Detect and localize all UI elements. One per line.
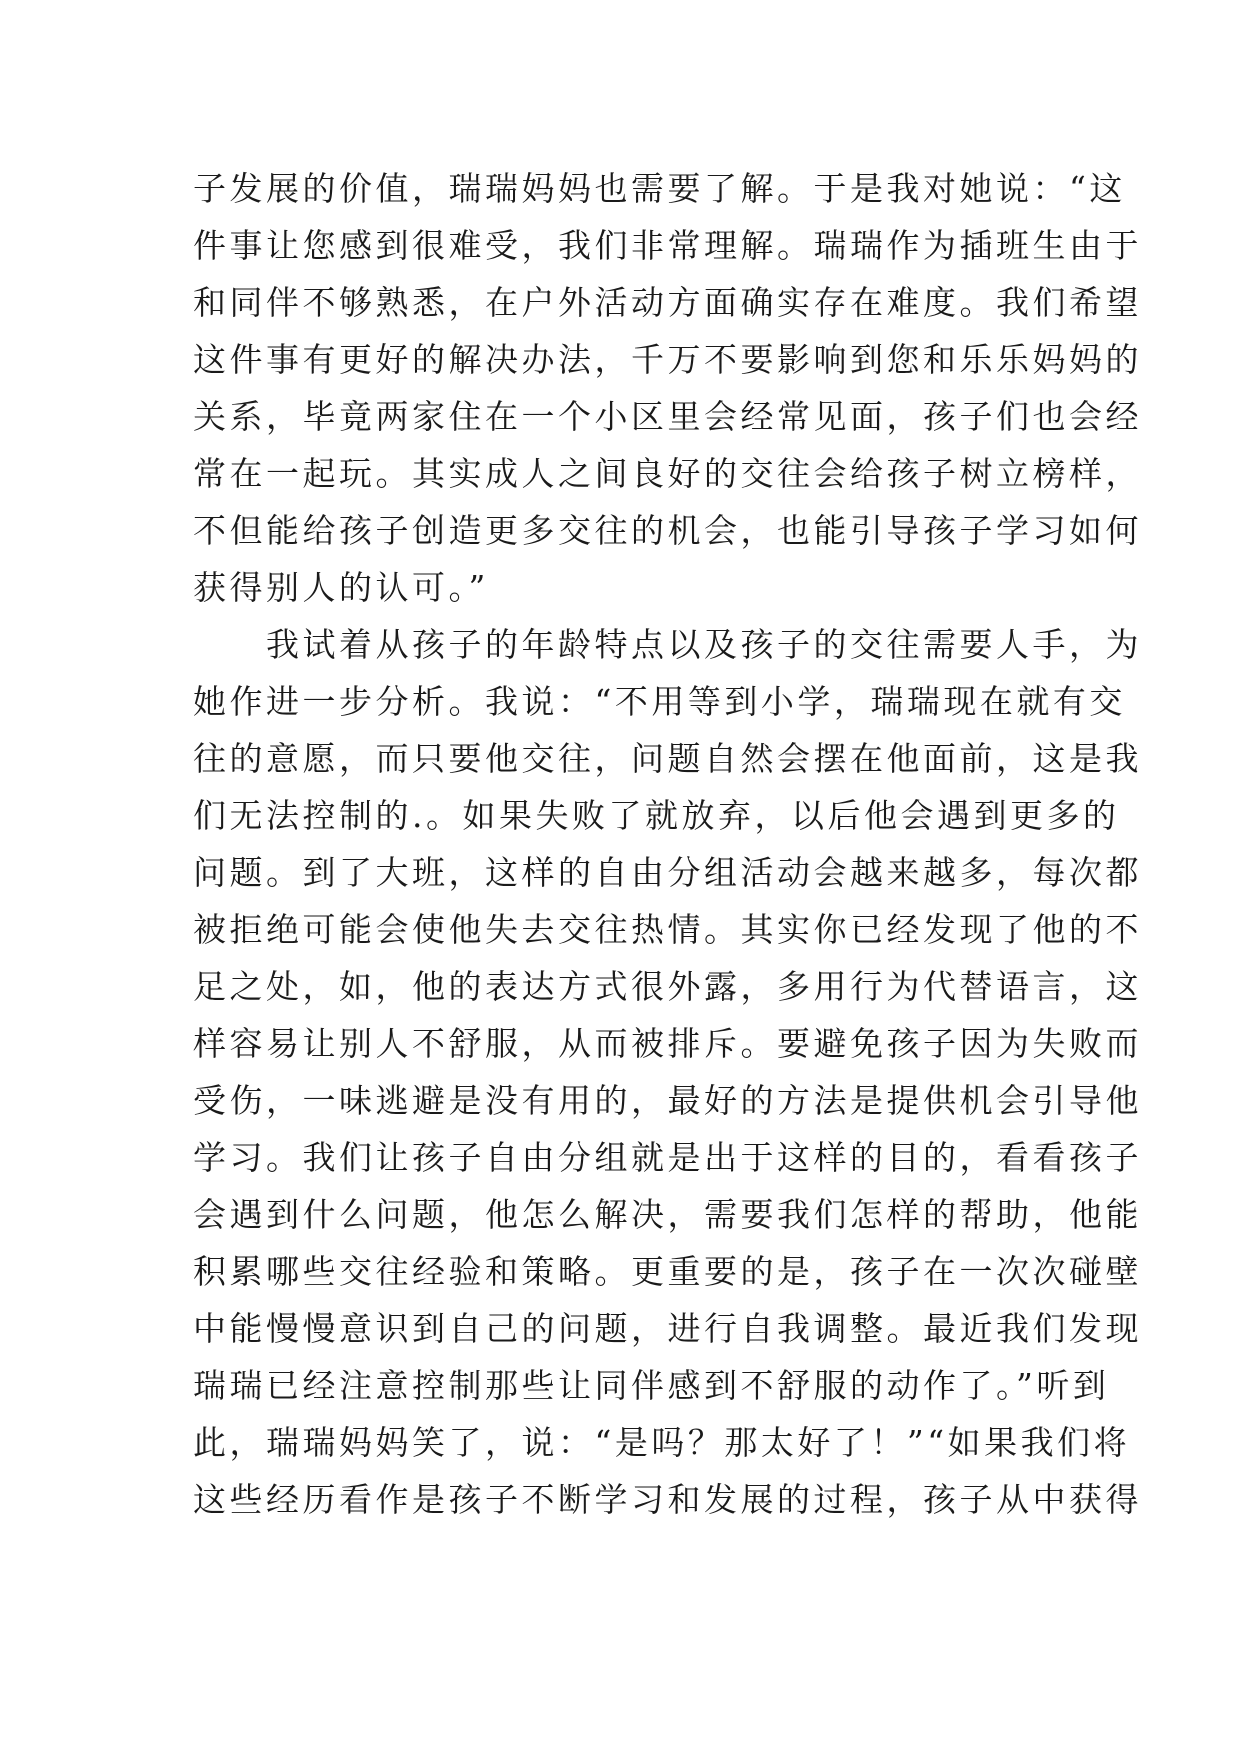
text-line: 被拒绝可能会使他失去交往热情。其实你已经发现了他的不 (193, 910, 1142, 949)
text-line: 这些经历看作是孩子不断学习和发展的过程，孩子从中获得 (193, 1480, 1142, 1519)
text-line: 她作进一步分析。我说：“不用等到小学，瑞瑞现在就有交 (193, 682, 1126, 721)
text-line: 学习。我们让孩子自由分组就是出于这样的目的，看看孩子 (193, 1138, 1142, 1177)
text-line: 中能慢慢意识到自己的问题，进行自我调整。最近我们发现 (193, 1309, 1142, 1348)
text-line: 样容易让别人不舒服，从而被排斥。要避免孩子因为失败而 (193, 1024, 1142, 1063)
text-line: 子发展的价值，瑞瑞妈妈也需要了解。于是我对她说：“这 (193, 169, 1126, 208)
text-line: 问题。到了大班，这样的自由分组活动会越来越多，每次都 (193, 853, 1142, 892)
body-text (193, 160, 1142, 1528)
text-line: 积累哪些交往经验和策略。更重要的是，孩子在一次次碰壁 (193, 1252, 1142, 1291)
text-line: 此，瑞瑞妈妈笑了，说：“是吗？那太好了！”“如果我们将 (193, 1423, 1131, 1462)
text-line: 和同伴不够熟悉，在户外活动方面确实存在难度。我们希望 (193, 283, 1142, 322)
text-line: 瑞瑞已经注意控制那些让同伴感到不舒服的动作了。”听到 (193, 1366, 1110, 1405)
text-line: 获得别人的认可。” (193, 568, 489, 607)
text-line: 受伤，一味逃避是没有用的，最好的方法是提供机会引导他 (193, 1081, 1142, 1120)
text-line: 这件事有更好的解决办法，千万不要影响到您和乐乐妈妈的 (193, 340, 1142, 379)
text-line: 件事让您感到很难受，我们非常理解。瑞瑞作为插班生由于 (193, 226, 1142, 265)
text-line: 足之处，如，他的表达方式很外露，多用行为代替语言，这 (193, 967, 1142, 1006)
text-line: 们无法控制的.。如果失败了就放弃，以后他会遇到更多的 (193, 796, 1120, 835)
text-line: 常在一起玩。其实成人之间良好的交往会给孩子树立榜样， (193, 454, 1142, 493)
text-line: 会遇到什么问题，他怎么解决，需要我们怎样的帮助，他能 (193, 1195, 1142, 1234)
text-line: 关系，毕竟两家住在一个小区里会经常见面，孩子们也会经 (193, 397, 1142, 436)
text-line: 我试着从孩子的年龄特点以及孩子的交往需要人手，为 (193, 625, 1142, 664)
text-line: 往的意愿，而只要他交往，问题自然会摆在他面前，这是我 (193, 739, 1142, 778)
text-line: 不但能给孩子创造更多交往的机会，也能引导孩子学习如何 (193, 511, 1142, 550)
